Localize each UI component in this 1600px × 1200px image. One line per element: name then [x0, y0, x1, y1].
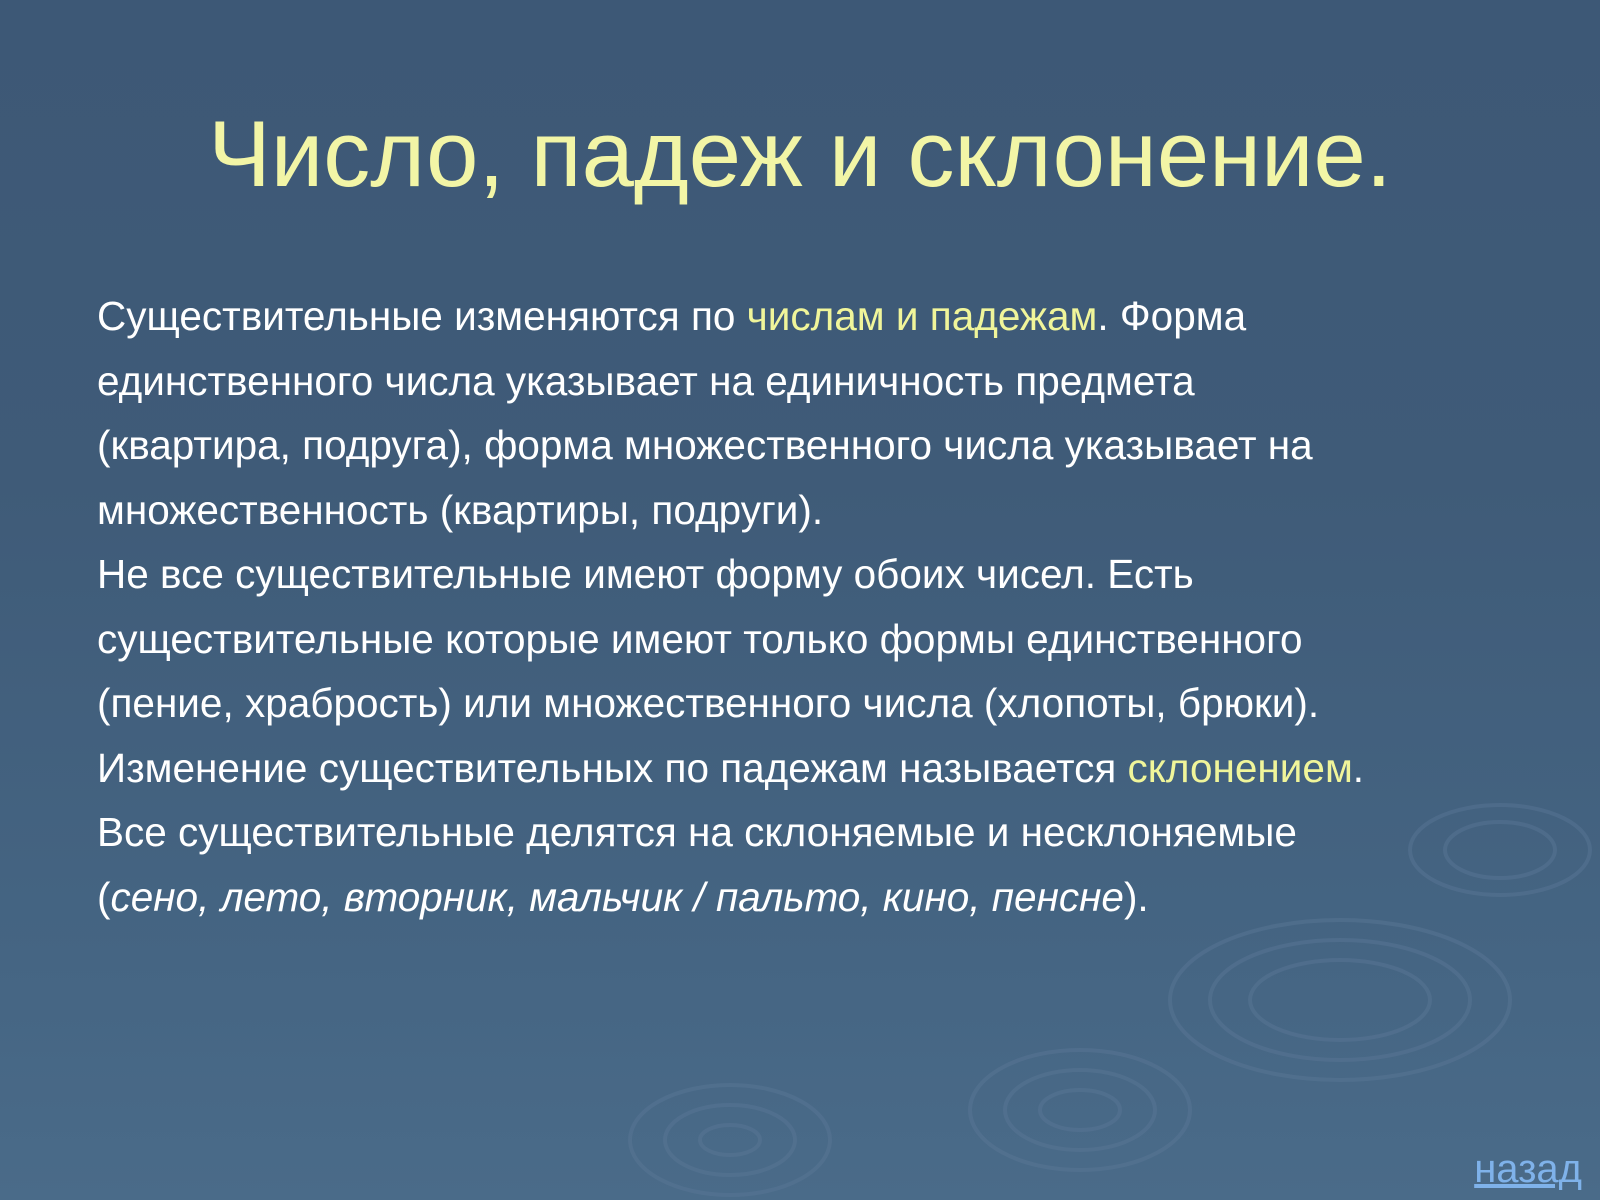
body-line: (квартира, подруга), форма множественного числа указывает на — [97, 422, 1313, 468]
body-text-segment: ( — [97, 873, 111, 920]
body-line: Все существительные делятся на склоняемые и несклоняемые — [97, 809, 1297, 855]
body-line: множественность (квартиры, подруги). — [97, 486, 824, 533]
body-text-segment: . — [1352, 744, 1365, 791]
body-line: Не все существительные имеют форму обоих чисел. Есть — [97, 551, 1194, 597]
body-text-segment: Изменение существительных по падежам называется — [97, 744, 1128, 791]
example-words: сено, лето, вторник, мальчик / пальто, кино, пенсне — [110, 873, 1124, 920]
slide-body — [97, 284, 1557, 929]
slide-title: Число, падеж и склонение. — [208, 101, 1392, 206]
body-text-segment: ). — [1123, 873, 1149, 920]
highlighted-term: числам и падежам — [746, 293, 1098, 339]
body-line: (пение, храбрость) или множественного числа (хлопоты, брюки). — [97, 680, 1320, 726]
highlighted-term: склонением — [1127, 744, 1353, 791]
body-line — [97, 865, 1557, 930]
body-line: существительные которые имеют только формы единственного — [97, 615, 1303, 662]
body-line — [97, 284, 1557, 349]
body-text-segment: . Форма — [1097, 293, 1247, 339]
back-link[interactable]: назад — [1474, 1147, 1582, 1191]
body-text-segment: Существительные изменяются по — [97, 293, 747, 339]
body-line — [97, 736, 1557, 801]
body-line: единственного числа указывает на единичность предмета — [97, 357, 1195, 404]
